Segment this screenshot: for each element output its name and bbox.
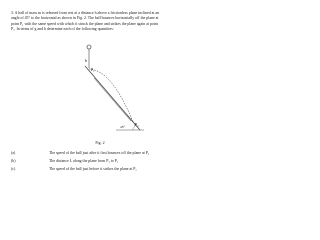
h-label: h — [85, 58, 88, 63]
incline-figure — [76, 40, 148, 146]
distance-line — [94, 78, 131, 121]
part-text: The distance L along the plane from P₁ to P₂ — [49, 159, 119, 163]
question-line: angle of 45° to the horizontal as shown in Fig. 2. The ball bounces horizontally off the plane at — [11, 16, 159, 21]
document-page — [0, 0, 200, 178]
part-b — [11, 159, 195, 167]
part-label: (b) — [11, 159, 16, 163]
incline-diagram — [76, 40, 148, 146]
part-label: (a) — [11, 151, 16, 155]
question-line: point P₁ with the same speed with which it struck the plane and strikes the plane again at point — [11, 21, 159, 26]
part-label: (c) — [11, 167, 16, 171]
part-text: The speed of the ball just before it strikes the plane at P₂ — [49, 167, 137, 171]
question-parts — [11, 151, 195, 175]
question-line: 3. A ball of mass m is released from rest at a distance h above a frictionless plane inclined at an — [11, 11, 160, 15]
question-stem — [11, 11, 195, 33]
inclined-plane — [85, 66, 140, 130]
question-line: P₂. In terms of g and h determine each of the following quantities: — [11, 27, 114, 32]
p2-label: P₂ — [135, 122, 139, 127]
part-c — [11, 167, 195, 175]
angle-label: 45° — [120, 125, 125, 129]
part-text: The speed of the ball just after it first bounces off the plane at P₁ — [49, 151, 150, 155]
ball-icon — [87, 45, 91, 49]
p1-label: P₁ — [91, 67, 95, 72]
figure-caption: Fig. 2 — [95, 140, 105, 145]
part-a — [11, 151, 195, 159]
